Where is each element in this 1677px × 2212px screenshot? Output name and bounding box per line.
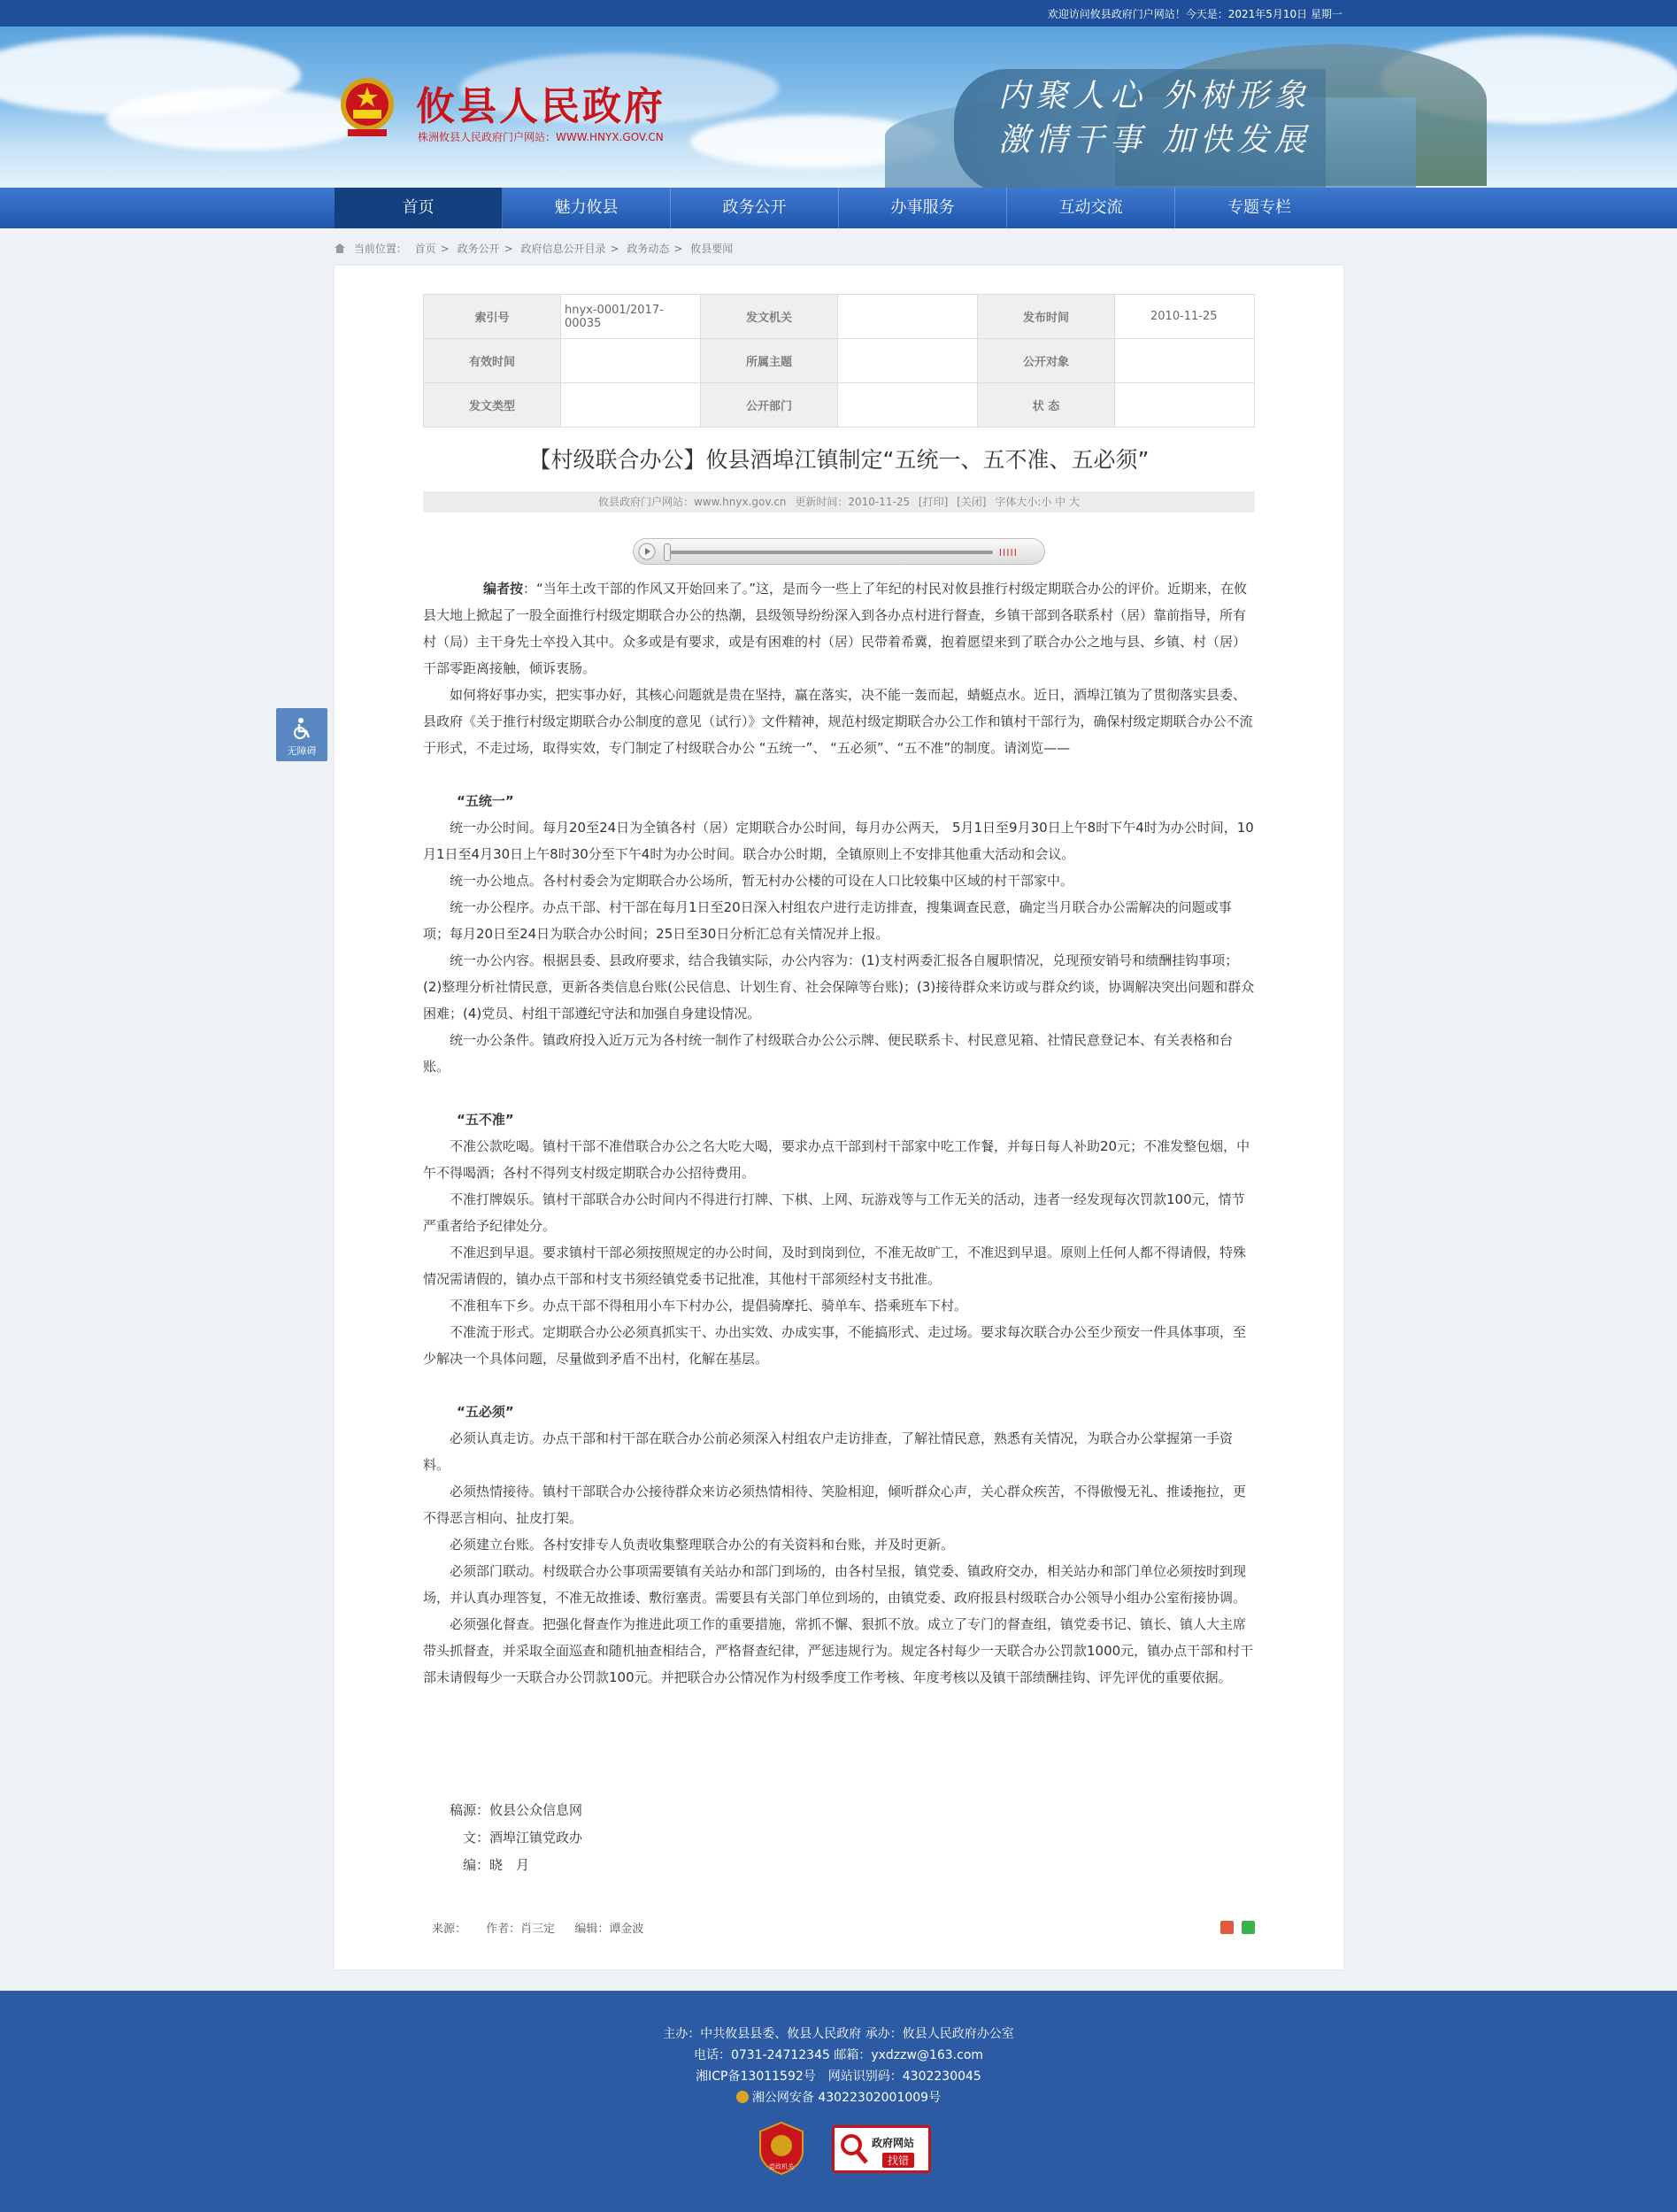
breadcrumb-sep: >	[610, 243, 619, 255]
breadcrumb-home[interactable]: 首页	[414, 243, 436, 255]
party-gov-badge-text: 党政机关	[769, 2163, 794, 2170]
gov-site-error-report[interactable]	[832, 2125, 931, 2173]
section-heading: “五必须”	[457, 1404, 514, 1420]
signature-editor: 编：晓 月	[463, 1857, 530, 1873]
wechat-share-icon[interactable]	[1242, 1921, 1255, 1934]
metadata-table	[423, 294, 1255, 428]
meta-dept-label: 公开部门	[701, 383, 838, 428]
slogan-line-2: 激情干事 加快发展	[998, 122, 1312, 158]
article-credits	[432, 1919, 659, 1936]
meta-issuer-label: 发文机关	[701, 295, 838, 339]
paragraph: 不准打牌娱乐。镇村干部联合办公时间内不得进行打牌、下棋、上网、玩游戏等与工作无关的活动，违者一经发现每次罚款100元，情节严重者给予纪律处分。	[423, 1191, 1245, 1234]
paragraph: 统一办公时间。每月20至24日为全镇各村（居）定期联合办公时间，每月办公两天， 5月1日至9月30日上午8时下午4时为办公时间，10月1日至4月30日上午8时30分至下午4时为办公时间。联合办公时期，全镇原则上不安排其他重大活动和会议。	[423, 820, 1254, 862]
breadcrumb-catalog[interactable]: 政府信息公开目录	[520, 243, 606, 255]
paragraph: 如何将好事办实，把实事办好，其核心问题就是贵在坚持，赢在落实，决不能一轰而起，蜻蜓点水。近日，酒埠江镇为了贯彻落实县委、县政府《关于推行村级定期联合办公制度的意见（试行）》文件精神，规范村级定期联合办公工作和镇村干部行为，确保村级定期联合办公不流于形式，不走过场，取得实效，专门制定了村级联合办公 “五统一”、 “五必须”、“五不准”的制度。请浏览——	[423, 687, 1253, 756]
nav-charm-youxian[interactable]: 魅力攸县	[503, 188, 671, 228]
breadcrumb-gov-affairs[interactable]: 政务公开	[457, 243, 500, 255]
meta-status-label: 状 态	[978, 383, 1115, 428]
top-bar	[0, 0, 1677, 27]
party-gov-badge-icon[interactable]	[758, 2121, 804, 2176]
audio-player	[633, 538, 1045, 565]
section-heading: “五统一”	[457, 793, 514, 809]
share-buttons	[1217, 1921, 1255, 1938]
editor-note-label: 编者按	[483, 581, 524, 597]
paragraph: 必须部门联动。村级联合办公事项需要镇有关站办和部门到场的，由各村呈报，镇党委、镇政府交办，相关站办和部门单位必须按时到现场，并认真办理答复，不准无故推诿、敷衍塞责。需要县有关部门单位到场的，由镇党委、政府报县村级联合办公领导小组办公室衔接协调。	[423, 1563, 1247, 1606]
breadcrumb-sep: >	[440, 243, 450, 255]
paragraph: 不准公款吃喝。镇村干部不准借联合办公之名大吃大喝，要求办点干部到村干部家中吃工作餐，并每日每人补助20元；不准发整包烟，中午不得喝酒；各村不得列支村级定期联合办公招待费用。	[423, 1138, 1250, 1181]
breadcrumb-current[interactable]: 攸县要闻	[690, 243, 734, 255]
wheelchair-icon	[290, 717, 313, 740]
nav-interaction[interactable]: 互动交流	[1007, 188, 1175, 228]
meta-index-label: 索引号	[424, 295, 561, 339]
meta-target-value	[1115, 339, 1255, 383]
meta-topic-value	[838, 339, 978, 383]
footer-sponsor: 主办：中共攸县县委、攸县人民政府 承办：攸县人民政府办公室	[663, 2027, 1014, 2041]
nav-topics[interactable]: 专题专栏	[1227, 198, 1291, 217]
paragraph: 必须认真走访。办点干部和村干部在联合办公前必须深入村组农户走访排查，了解社情民意，熟悉有关情况，为联合办公掌握第一手资料。	[423, 1430, 1234, 1473]
paragraph: 必须强化督查。把强化督查作为推进此项工作的重要措施，常抓不懈、狠抓不放。成立了专门的督查组，镇党委书记、镇长、镇人大主席带头抓督查，并采取全面巡查和随机抽查相结合，严格督查纪律，严惩违规行为。规定各村每少一天联合办公罚款1000元，镇办点干部和村干部未请假每少一天联合办公罚款100元。并把联合办公情况作为村级季度工作考核、年度考核以及镇干部绩酬挂钩、评先评优的重要依据。	[423, 1616, 1254, 1685]
meta-topic-label: 所属主题	[701, 339, 838, 383]
breadcrumb	[335, 241, 737, 256]
article-signature	[450, 1797, 582, 1879]
meta-date-label: 发布时间	[978, 295, 1115, 339]
sub-site: 攸县政府门户网站：www.hnyx.gov.cn	[597, 496, 787, 508]
accessibility-button[interactable]	[276, 708, 327, 761]
footer-police[interactable]	[0, 2088, 1677, 2106]
site-title[interactable]: 攸县人民政府	[416, 84, 665, 129]
meta-type-label: 发文类型	[424, 383, 561, 428]
error-report-label: 找错	[882, 2153, 914, 2168]
meta-type-value	[561, 383, 701, 428]
print-link[interactable]: [打印]	[918, 496, 949, 508]
site-url: 株洲攸县人民政府门户网站：WWW.HNYX.GOV.CN	[418, 131, 664, 143]
nav-services[interactable]: 办事服务	[839, 188, 1007, 228]
error-report-title: 政府网站	[872, 2137, 915, 2149]
paragraph: 统一办公内容。根据县委、县政府要求，结合我镇实际，办公内容为：(1)支村两委汇报各自履职情况，兑现预安销号和绩酬挂钩事项；(2)整理分析社情民意，更新各类信息台账(公民信息、计划生育、社会保障等台账)；(3)接待群众来访或与群众约谈，协调解决突出问题和群众困难；(4)党员、村组干部遵纪守法和加强自身建设情况。	[423, 952, 1255, 1021]
paragraph: 必须热情接待。镇村干部联合办公接待群众来访必须热情相待、笑脸相迎，倾听群众心声，关心群众疾苦，不得傲慢无礼、推诿拖拉，更不得恶言相向、扯皮打架。	[423, 1484, 1247, 1526]
meta-valid-label: 有效时间	[424, 339, 561, 383]
breadcrumb-news[interactable]: 政务动态	[627, 243, 670, 255]
meta-target-label: 公开对象	[978, 339, 1115, 383]
volume-control[interactable]: IIIII	[998, 547, 1018, 559]
meta-valid-value	[561, 339, 701, 383]
home-icon	[335, 243, 345, 253]
magnifier-icon	[840, 2133, 868, 2165]
editor-note-paragraph	[423, 575, 1255, 682]
sub-time: 更新时间：2010-11-25	[795, 496, 911, 508]
paragraph: 不准流于形式。定期联合办公必须真抓实干、办出实效、办成实事，不能搞形式、走过场。要求每次联合办公至少预安一件具体事项，至少解决一个具体问题，尽量做到矛盾不出村，化解在基层。	[423, 1324, 1247, 1367]
progress-knob[interactable]	[664, 543, 671, 561]
footer-contact: 电话：0731-24712345 邮箱：yxdzzw@163.com	[693, 2048, 984, 2062]
progress-track[interactable]	[665, 551, 993, 554]
credit-editor: 编辑：谭金波	[574, 1923, 644, 1936]
footer-icp[interactable]: 湘ICP备13011592号 网站识别码：4302230045	[696, 2069, 981, 2084]
signature-source: 稿源：攸县公众信息网	[450, 1802, 583, 1818]
signature-author: 文：酒埠江镇党政办	[463, 1830, 583, 1846]
national-emblem-icon	[339, 74, 396, 138]
slogan-line-1: 内聚人心 外树形象	[998, 78, 1312, 114]
header-banner	[0, 27, 1677, 188]
footer-police-text: 湘公网安备 43022302001009号	[751, 2091, 942, 2105]
credit-author: 作者：肖三定	[486, 1923, 556, 1936]
credit-source: 来源：	[432, 1923, 467, 1936]
paragraph: 统一办公地点。各村村委会为定期联合办公场所，暂无村办公楼的可设在人口比较集中区域的村干部家中。	[450, 873, 1074, 889]
article-container	[335, 266, 1343, 1969]
article-title: 【村级联合办公】攸县酒埠江镇制定“五统一、五不准、五必须”	[528, 447, 1150, 473]
meta-dept-value	[838, 383, 978, 428]
play-icon[interactable]	[638, 543, 656, 560]
nav-gov-affairs[interactable]: 政务公开	[671, 188, 839, 228]
editor-note-text: ：“当年土改干部的作风又开始回来了。”这，是而今一些上了年纪的村民对攸县推行村级定期联合办公的评价。近期来，在攸县大地上掀起了一股全面推行村级定期联合办公的热潮，县级领导纷纷深入到各办点村进行督查，乡镇干部到各联系村（居）靠前指导，所有村（局）主干身先士卒投入其中。众多或是有要求，或是有困难的村（居）民带着希冀，抱着愿望来到了联合办公之地与县、乡镇、村（居）干部零距离接触，倾诉衷肠。	[423, 581, 1248, 676]
meta-date-value: 2010-11-25	[1115, 295, 1255, 339]
nav-home[interactable]: 首页	[335, 188, 503, 228]
meta-status-value	[1115, 383, 1255, 428]
paragraph: 不准迟到早退。要求镇村干部必须按照规定的办公时间，及时到岗到位，不准无故旷工，不准迟到早退。原则上任何人都不得请假，特殊情况需请假的，镇办点干部和村支书须经镇党委书记批准，其他村干部须经村支书批准。	[423, 1245, 1247, 1287]
font-size-switch[interactable]: 字体大小:小 中 大	[995, 496, 1081, 508]
close-link[interactable]: [关闭]	[957, 496, 987, 508]
footer	[0, 1991, 1677, 2212]
article-body	[423, 575, 1255, 1691]
article-subline	[423, 491, 1255, 513]
section-heading: “五不准”	[457, 1112, 514, 1128]
paragraph: 统一办公条件。镇政府投入近万元为各村统一制作了村级联合办公公示牌、便民联系卡、村民意见箱、社情民意登记本、有关表格和台账。	[423, 1032, 1234, 1075]
weibo-share-icon[interactable]	[1220, 1921, 1234, 1934]
accessibility-label: 无障碍	[287, 745, 317, 757]
breadcrumb-sep: >	[673, 243, 683, 255]
paragraph: 必须建立台账。各村安排专人负责收集整理联合办公的有关资料和台账，并及时更新。	[450, 1537, 955, 1553]
breadcrumb-label: 当前位置：	[353, 243, 407, 255]
paragraph: 不准租车下乡。办点干部不得租用小车下村办公，提倡骑摩托、骑单车、搭乘班车下村。	[450, 1298, 968, 1314]
police-badge-icon	[736, 2091, 749, 2103]
main-nav	[0, 188, 1677, 228]
welcome-text: 欢迎访问攸县政府门户网站！今天是：2021年5月10日 星期一	[1047, 8, 1342, 20]
breadcrumb-sep: >	[504, 243, 513, 255]
paragraph: 统一办公程序。办点干部、村干部在每月1日至20日深入村组农户进行走访排查，搜集调查民意，确定当月联合办公需解决的问题或事项；每月20日至24日为联合办公时间；25日至30日分析汇总有关情况并上报。	[423, 899, 1232, 942]
meta-issuer-value	[838, 295, 978, 339]
meta-index-value: hnyx-0001/2017-00035	[561, 295, 701, 339]
